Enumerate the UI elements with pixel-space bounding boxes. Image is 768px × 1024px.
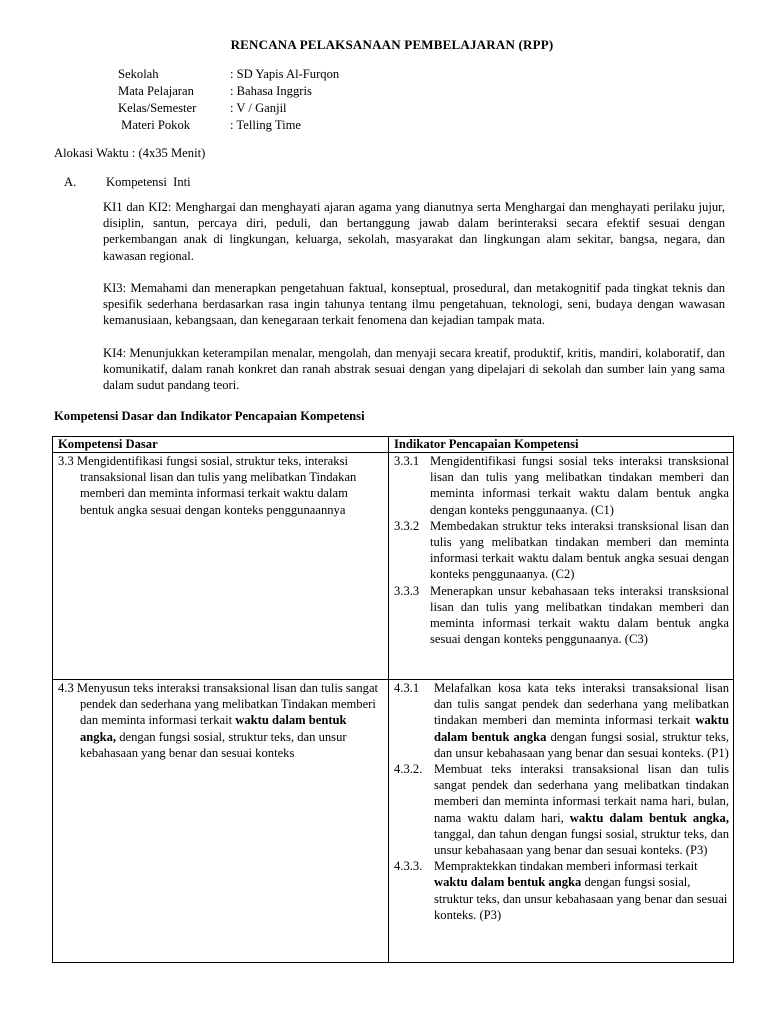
indikator-text — [434, 761, 729, 858]
indikator-text-bold: waktu dalam bentuk angka — [434, 875, 582, 890]
indikator-cell — [389, 453, 734, 680]
kd-table — [52, 436, 734, 963]
ki-1-2 — [103, 199, 725, 264]
indikator-item — [394, 518, 729, 583]
table-row — [53, 453, 734, 680]
identity-label: Kelas/Semester — [118, 101, 197, 115]
indikator-cell — [389, 680, 734, 963]
identity-label: Materi Pokok — [118, 118, 191, 132]
indikator-text-part: Melafalkan kosa kata teks interaksi transaksional lisan dan tulis sangat pendek dan sederhana yang melibatkan tindakan memberi dan meminta informasi terkait — [434, 681, 729, 728]
indikator-number: 4.3.3. — [394, 859, 423, 874]
identity-block — [118, 66, 339, 134]
indikator-number: 3.3.3 — [394, 583, 420, 598]
alokasi-waktu: Alokasi Waktu : (4x35 Menit) — [54, 146, 206, 160]
identity-row — [118, 100, 339, 117]
indikator-text-part: dengan fungsi sosial, struktur teks, dan unsur kebahasaan yang benar dan sesuai konteks. (P3) — [434, 875, 728, 922]
indikator-item — [394, 453, 729, 518]
indikator-text-part: dengan fungsi sosial, struktur teks, dan unsur kebahasaan yang benar dan sesuai konteks. (P1) — [434, 729, 729, 760]
col-header-indikator: Indikator Pencapaian Kompetensi — [389, 437, 734, 453]
col-header-kd: Kompetensi Dasar — [53, 437, 389, 453]
identity-value: : V / Ganjil — [230, 101, 287, 115]
indikator-text-part: Mempraktekkan tindakan memberi informasi terkait — [434, 859, 698, 874]
section-number: A. — [64, 175, 77, 189]
table-row — [53, 680, 734, 963]
kd-cell — [53, 453, 389, 680]
ki-paragraph: KI4: Menunjukkan keterampilan menalar, mengolah, dan menyaji secara kreatif, produktif, kritis, mandiri, kolaboratif, dan komunikatif, dalam ranah konkret dan ranah abstrak sesuai dengan yang dipelajari di sekolah dan sumber lain yang sama dalam sudut pandang teori. — [103, 346, 725, 393]
indikator-item — [394, 858, 729, 923]
section-a-heading — [64, 174, 191, 190]
section-title: Kompetensi Inti — [106, 175, 191, 189]
indikator-text-bold: waktu dalam bentuk angka — [434, 713, 729, 744]
ki-4 — [103, 345, 725, 394]
identity-label: Mata Pelajaran — [118, 84, 194, 98]
identity-value: : Bahasa Inggris — [230, 84, 312, 98]
indikator-text-part: tanggal, dan tahun dengan fungsi sosial, struktur teks, dan unsur kebahasaan yang benar dan sesuai konteks. (P3) — [434, 826, 729, 858]
indikator-number: 3.3.2 — [394, 518, 420, 533]
kd-text-part: 4.3 Menyusun teks interaksi transaksional lisan dan tulis sangat pendek dan sederhana yang melibatkan Tindakan memberi dan meminta informasi terkait — [58, 681, 379, 728]
kd-heading: Kompetensi Dasar dan Indikator Pencapaian Kompetensi — [54, 409, 365, 423]
indikator-item — [394, 680, 729, 761]
identity-row — [118, 117, 339, 134]
identity-value: : Telling Time — [230, 118, 301, 132]
indikator-text — [434, 858, 729, 923]
indikator-number: 4.3.1 — [394, 681, 420, 695]
ki-3 — [103, 280, 725, 329]
indikator-text: Menerapkan unsur kebahasaan teks interaksi transksional lisan dan tulis yang melibatkan tindakan memberi dan meminta informasi terkait waktu dalam bentuk angka sesuai dengan konteks penggunaanya. (C3) — [430, 583, 729, 647]
indikator-item — [394, 761, 729, 858]
kd-text-part: dengan fungsi sosial, struktur teks, dan unsur kebahasaan yang benar dan sesuai konteks — [80, 729, 347, 760]
indikator-text — [434, 680, 729, 761]
ki-paragraph: KI1 dan KI2: Menghargai dan menghayati ajaran agama yang dianutnya serta Menghargai dan menghayati perilaku jujur, disiplin, santun, percaya diri, peduli, dan bertanggung jawab dalam berinteraksi secara efektif sesuai dengan perkembangan anak di lingkungan, keluarga, sekolah, masyarakat dan lingkungan alam sekitar, bangsa, negara, dan kawasan regional. — [103, 200, 725, 263]
indikator-text-part: Membuat teks interaksi transaksional lisan dan tulis sangat pendek dan sederhana yang melibatkan tindakan memberi dan meminta informasi terkait nama hari, bulan, nama waktu dalam hari, — [434, 762, 729, 825]
indikator-item — [394, 583, 729, 648]
identity-value: : SD Yapis Al-Furqon — [230, 67, 340, 81]
ki-paragraph: KI3: Memahami dan menerapkan pengetahuan faktual, konseptual, prosedural, dan metakognitif pada tingkat teknis dan spesifik sederhana berdasarkan rasa ingin tahunya tentang ilmu pengetahuan, teknologi, seni, budaya dengan wawasan kemanusiaan, kebangsaan, dan kenegaraan terkait fenomena dan kejadian tampak mata. — [103, 281, 725, 328]
kd-cell — [53, 680, 389, 963]
indikator-text-bold: waktu dalam bentuk angka, — [569, 810, 729, 825]
document-title: RENCANA PELAKSANAAN PEMBELAJARAN (RPP) — [230, 37, 554, 52]
kd-text: 3.3 Mengidentifikasi fungsi sosial, struktur teks, interaksi transaksional lisan dan tulis yang melibatkan Tindakan memberi dan meminta informasi terkait waktu dalam bentuk angka sesuai dengan konteks penggunaannya — [58, 454, 357, 517]
indikator-number: 4.3.2. — [394, 762, 423, 777]
identity-label: Sekolah — [118, 67, 159, 81]
kd-text — [58, 680, 384, 761]
identity-row — [118, 66, 339, 83]
table-header-row — [53, 437, 734, 453]
identity-row — [118, 83, 339, 100]
indikator-text: Mengidentifikasi fungsi sosial teks interaksi transksional lisan dan tulis yang melibatkan tindakan memberi dan meminta informasi terkait waktu dalam bentuk angka dengan konteks penggunaanya. (C1) — [430, 454, 729, 517]
indikator-text: Membedakan struktur teks interaksi transksional lisan dan tulis yang melibatkan tindakan memberi dan meminta informasi terkait waktu dalam bentuk angka sesuai dengan konteks penggunaanya. (C2) — [430, 518, 729, 582]
indikator-number: 3.3.1 — [394, 454, 420, 468]
kd-text-bold: waktu dalam bentuk angka, — [80, 713, 347, 744]
